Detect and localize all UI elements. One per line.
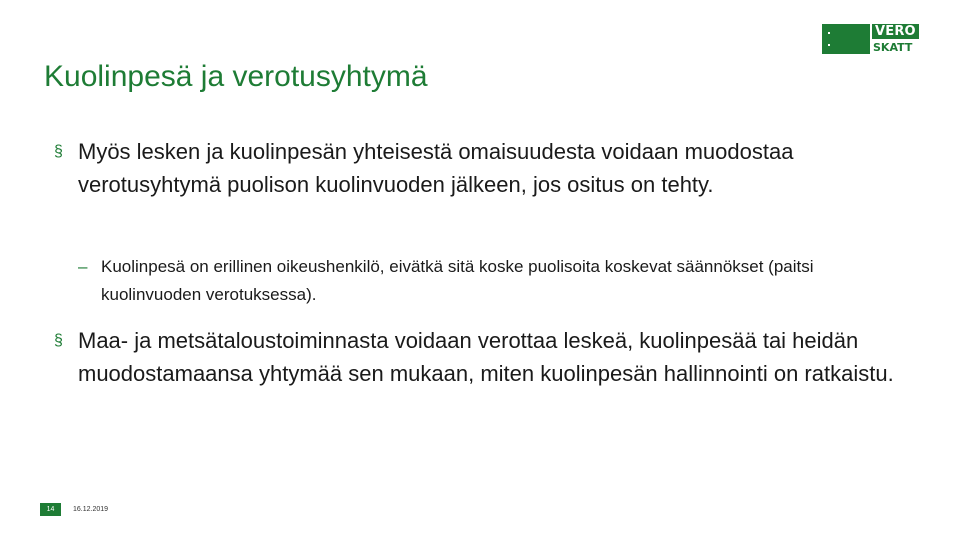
sub-bullet-text: Kuolinpesä on erillinen oikeushenkilö, eivätkä sitä koske puolisoita koskevat säännökset (paitsi kuolinvuoden verotuksessa). <box>101 257 814 304</box>
bullet-text: Myös lesken ja kuolinpesän yhteisestä omaisuudesta voidaan muodostaa verotusyhtymä puolison kuolinvuoden jälkeen, jos ositus on tehty. <box>78 139 794 197</box>
slide-title: Kuolinpesä ja verotusyhtymä <box>44 60 428 93</box>
vero-skatt-logo <box>822 24 919 54</box>
bullet-item <box>54 135 914 201</box>
dash-marker-icon: – <box>78 257 88 276</box>
bullet-item <box>54 324 914 390</box>
logo-skatt-text: SKATT <box>873 41 913 54</box>
bullet-marker-icon: § <box>54 332 63 349</box>
slide-number: 14 <box>40 503 61 516</box>
sub-bullet-item <box>78 253 918 309</box>
slide-date: 16.12.2019 <box>73 506 109 513</box>
logo-wordmark <box>872 24 919 54</box>
logo-vero-text: VERO <box>872 24 919 39</box>
bullet-marker-icon: § <box>54 143 63 160</box>
bullet-text: Maa- ja metsätaloustoiminnasta voidaan verottaa leskeä, kuolinpesää tai heidän muodostamaansa yhtymää sen mukaan, miten kuolinpesän hallinnointi on ratkaistu. <box>78 328 894 386</box>
lion-emblem-icon <box>824 26 836 52</box>
logo-emblem-icon <box>822 24 870 54</box>
